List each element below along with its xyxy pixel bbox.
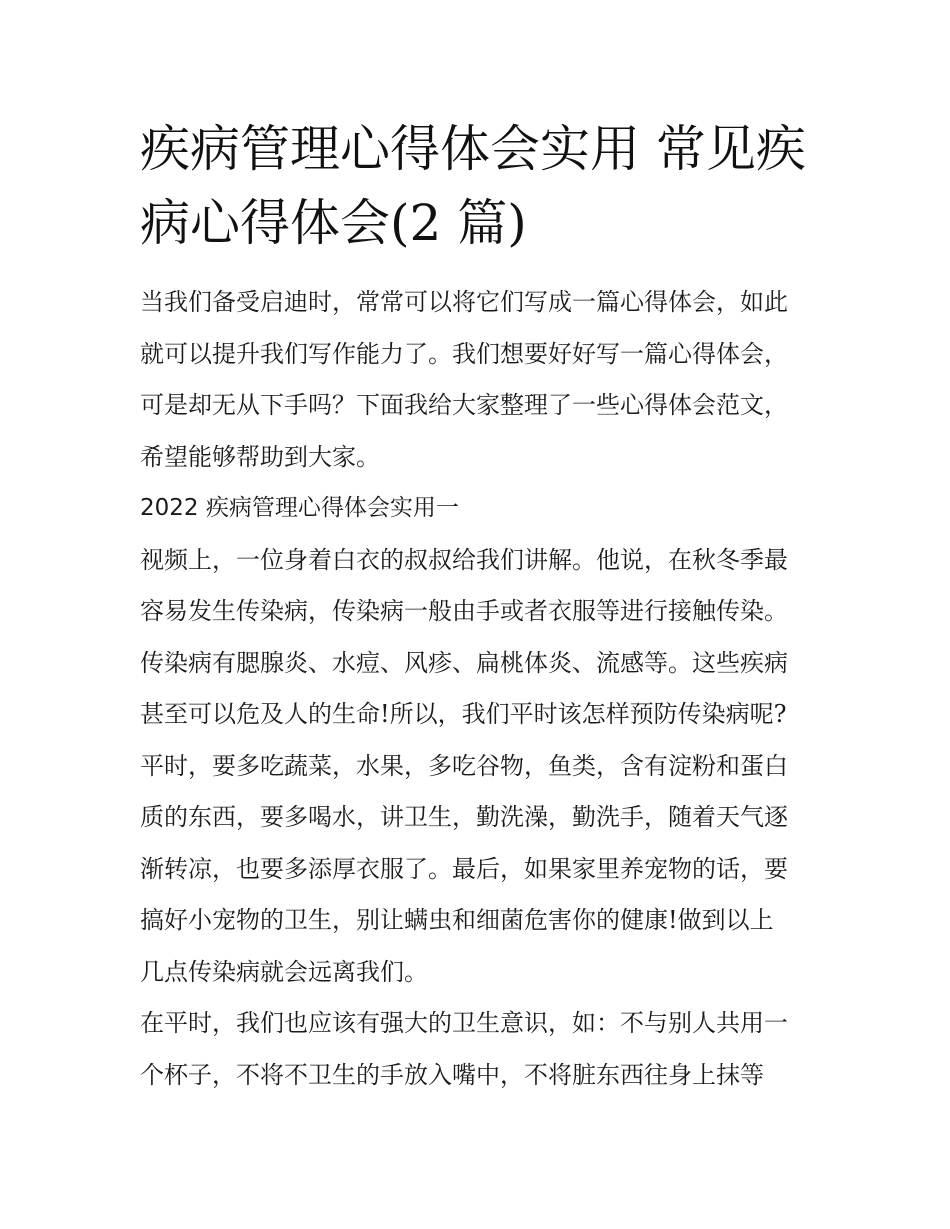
document-body (140, 277, 820, 1101)
intro-paragraph-line: 就可以提升我们写作能力了。我们想要好好写一篇心得体会， (140, 339, 788, 368)
paragraph-line: 视频上，一位身着白衣的叔叔给我们讲解。他说，在秋冬季最 (140, 545, 788, 574)
paragraph-line: 渐转凉，也要多添厚衣服了。最后，如果家里养宠物的话，要 (140, 854, 788, 883)
title-line: 病心得体会(2 篇) (140, 194, 527, 252)
intro-paragraph-line: 希望能够帮助到大家。 (140, 442, 380, 471)
paragraph-line: 容易发生传染病，传染病一般由手或者衣服等进行接触传染。 (140, 597, 788, 625)
paragraph-line: 个杯子，不将不卫生的手放入嘴中，不将脏东西往身上抹等 (140, 1060, 764, 1089)
paragraph-line: 搞好小宠物的卫生，别让螨虫和细菌危害你的健康!做到以上 (140, 906, 774, 934)
paragraph-line: 平时，要多吃蔬菜，水果，多吃谷物，鱼类，含有淀粉和蛋白 (140, 751, 788, 780)
document-title (140, 112, 820, 260)
title-line: 疾病管理心得体会实用 常见疾 (140, 120, 806, 178)
intro-paragraph-line: 当我们备受启迪时，常常可以将它们写成一篇心得体会，如此 (140, 288, 788, 316)
paragraph-line: 质的东西，要多喝水，讲卫生，勤洗澡，勤洗手，随着天气逐 (140, 803, 788, 831)
paragraph-line: 甚至可以危及人的生命!所以，我们平时该怎样预防传染病呢? (140, 700, 787, 728)
paragraph-line: 传染病有腮腺炎、水痘、风疹、扁桃体炎、流感等。这些疾病 (140, 648, 788, 677)
paragraph-line: 几点传染病就会远离我们。 (140, 957, 428, 986)
intro-paragraph-line: 可是却无从下手吗？下面我给大家整理了一些心得体会范文， (140, 391, 788, 419)
paragraph-line: 在平时，我们也应该有强大的卫生意识，如：不与别人共用一 (140, 1009, 788, 1037)
section-heading: 2022 疾病管理心得体会实用一 (140, 495, 459, 521)
